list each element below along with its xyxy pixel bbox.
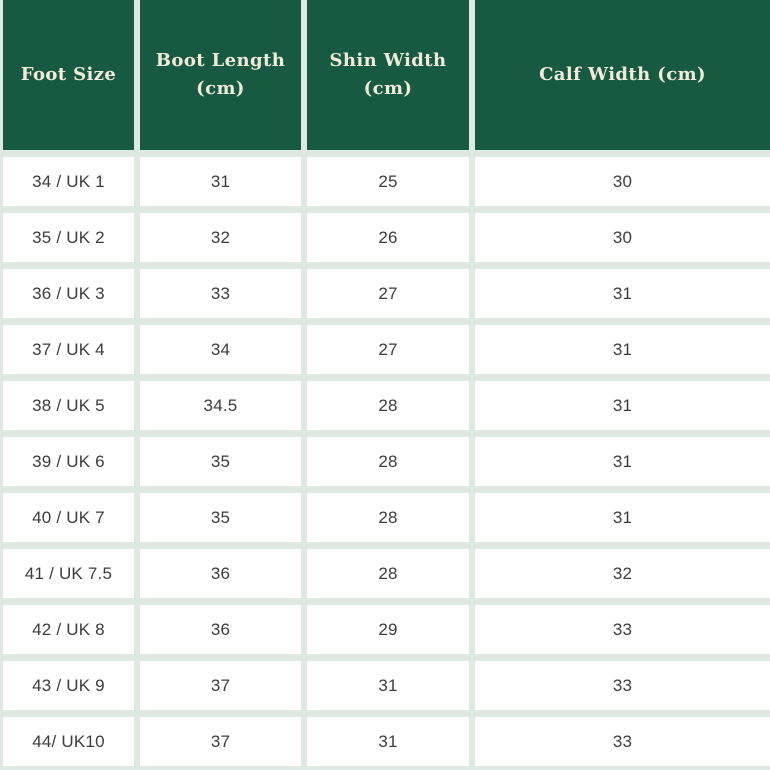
- cell-calf-width: 30: [475, 213, 770, 262]
- cell-boot-length: 31: [140, 157, 301, 206]
- cell-foot-size: 34 / UK 1: [3, 157, 134, 206]
- cell-shin-width: 28: [307, 549, 469, 598]
- cell-boot-length: 35: [140, 437, 301, 486]
- column-header-label: Calf Width (cm): [539, 64, 706, 86]
- cell-boot-length: 33: [140, 269, 301, 318]
- cell-boot-length: 36: [140, 549, 301, 598]
- cell-calf-width: 33: [475, 605, 770, 654]
- cell-shin-width: 26: [307, 213, 469, 262]
- cell-shin-width: 27: [307, 325, 469, 374]
- table-row: [3, 437, 770, 486]
- column-header-unit: (cm): [196, 78, 245, 99]
- column-header-shin-width: [307, 0, 469, 150]
- cell-foot-size: 38 / UK 5: [3, 381, 134, 430]
- cell-shin-width: 25: [307, 157, 469, 206]
- cell-foot-size: 36 / UK 3: [3, 269, 134, 318]
- cell-boot-length: 34.5: [140, 381, 301, 430]
- cell-foot-size: 40 / UK 7: [3, 493, 134, 542]
- cell-shin-width: 31: [307, 661, 469, 710]
- column-header-boot-length: [140, 0, 301, 150]
- cell-foot-size: 43 / UK 9: [3, 661, 134, 710]
- column-header-unit: (cm): [363, 78, 413, 99]
- cell-calf-width: 30: [475, 157, 770, 206]
- cell-calf-width: 33: [475, 661, 770, 710]
- cell-calf-width: 31: [475, 437, 770, 486]
- cell-calf-width: 31: [475, 381, 770, 430]
- column-header-label: Shin Width: [329, 50, 447, 72]
- table-header-row: [3, 0, 770, 150]
- table-row: [3, 717, 770, 766]
- column-header-calf-width: [475, 0, 770, 150]
- table-row: [3, 157, 770, 206]
- cell-boot-length: 37: [140, 717, 301, 766]
- table-row: [3, 213, 770, 262]
- table-row: [3, 661, 770, 710]
- table-row: [3, 325, 770, 374]
- cell-shin-width: 29: [307, 605, 469, 654]
- cell-boot-length: 37: [140, 661, 301, 710]
- cell-foot-size: 39 / UK 6: [3, 437, 134, 486]
- cell-boot-length: 34: [140, 325, 301, 374]
- cell-shin-width: 28: [307, 437, 469, 486]
- cell-calf-width: 33: [475, 717, 770, 766]
- table-row: [3, 381, 770, 430]
- cell-shin-width: 28: [307, 381, 469, 430]
- cell-boot-length: 36: [140, 605, 301, 654]
- cell-foot-size: 35 / UK 2: [3, 213, 134, 262]
- cell-foot-size: 37 / UK 4: [3, 325, 134, 374]
- cell-shin-width: 28: [307, 493, 469, 542]
- cell-boot-length: 32: [140, 213, 301, 262]
- cell-calf-width: 31: [475, 325, 770, 374]
- cell-calf-width: 31: [475, 493, 770, 542]
- column-header-foot-size: [3, 0, 134, 150]
- column-header-label: Foot Size: [20, 64, 117, 86]
- column-header-label: Boot Length: [155, 50, 286, 72]
- cell-foot-size: 44/ UK10: [3, 717, 134, 766]
- table-row: [3, 605, 770, 654]
- cell-foot-size: 42 / UK 8: [3, 605, 134, 654]
- cell-shin-width: 27: [307, 269, 469, 318]
- table-row: [3, 493, 770, 542]
- table-row: [3, 269, 770, 318]
- cell-calf-width: 31: [475, 269, 770, 318]
- table-row: [3, 549, 770, 598]
- cell-foot-size: 41 / UK 7.5: [3, 549, 134, 598]
- cell-boot-length: 35: [140, 493, 301, 542]
- cell-shin-width: 31: [307, 717, 469, 766]
- cell-calf-width: 32: [475, 549, 770, 598]
